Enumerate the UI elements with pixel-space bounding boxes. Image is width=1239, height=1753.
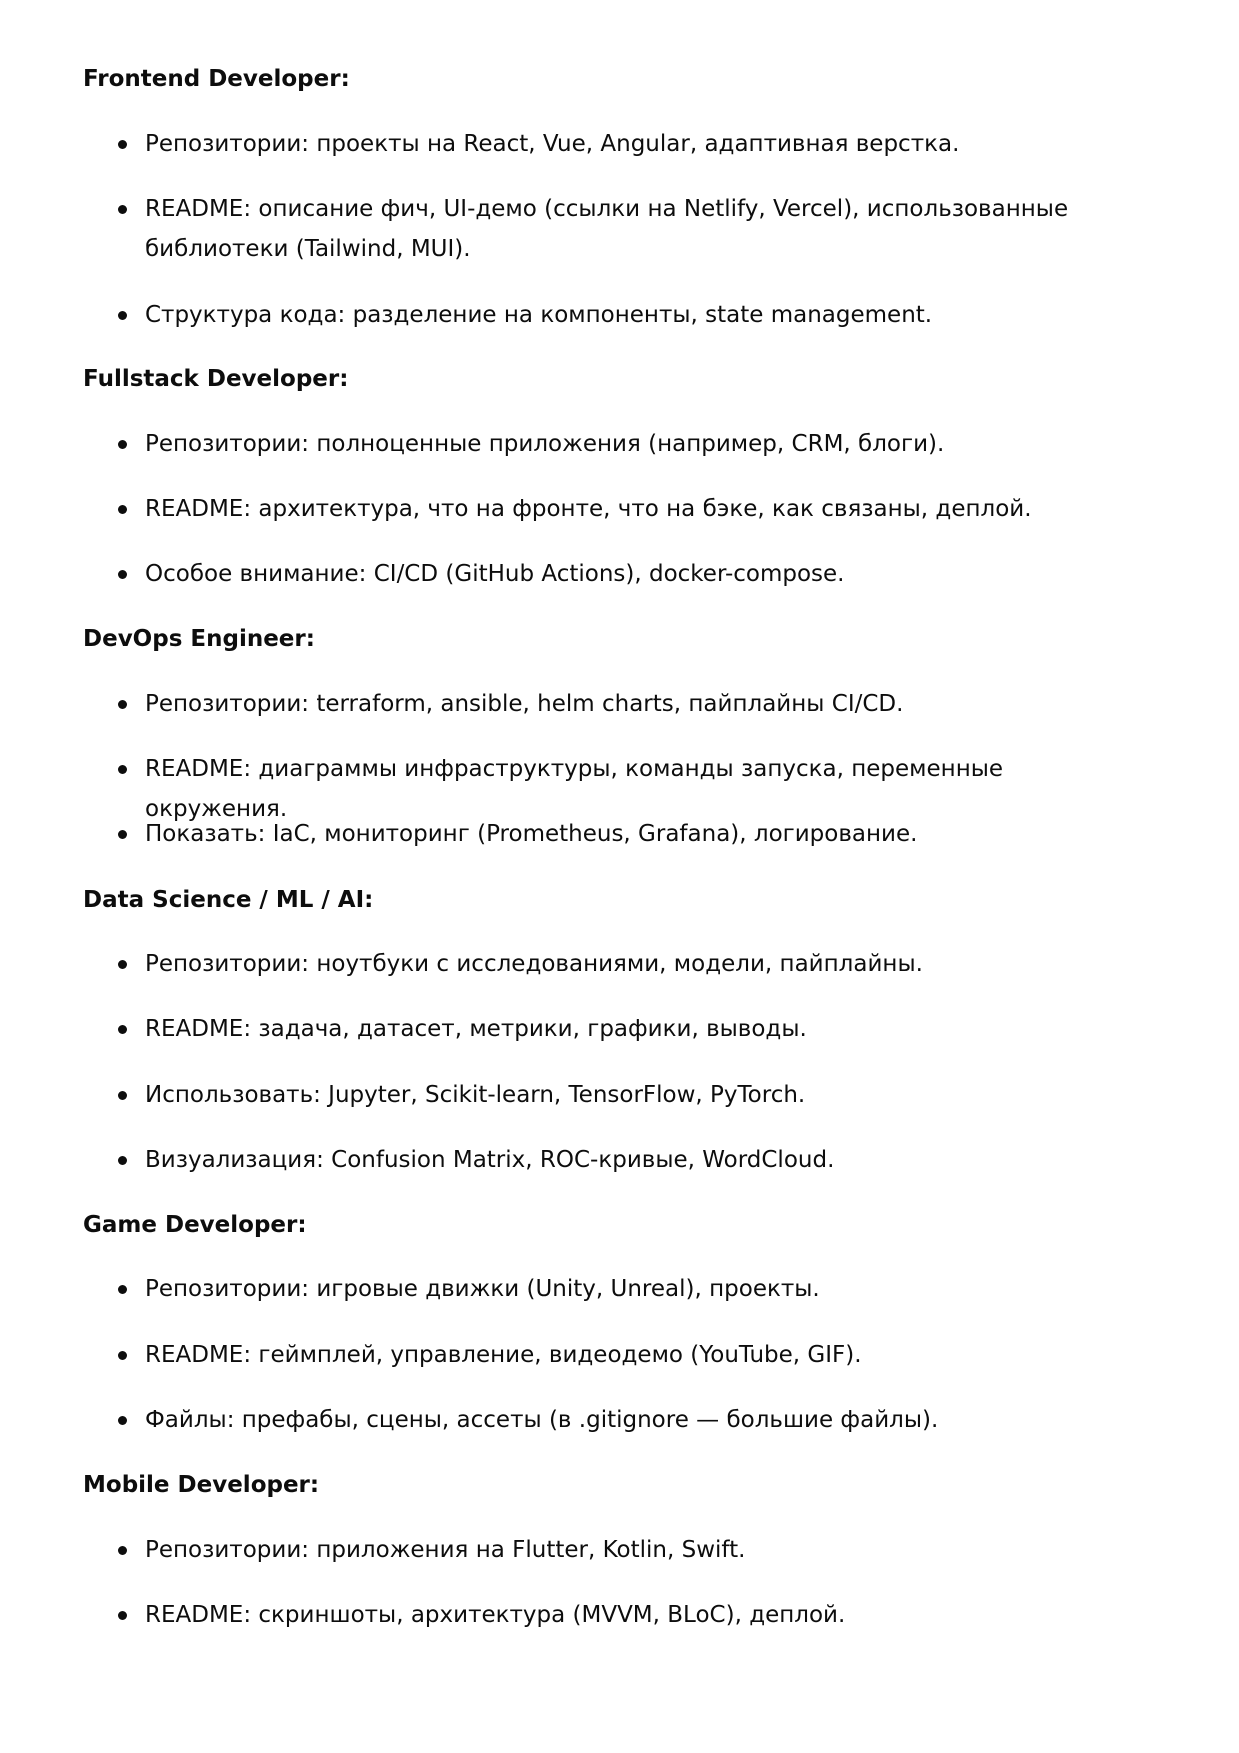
- list-item: [145, 1530, 1145, 1570]
- list-item-text: README: архитектура, что на фронте, что на бэке, как связаны, деплой.: [145, 496, 1032, 522]
- bullet-icon: [118, 1156, 127, 1165]
- bullet-icon: [118, 1546, 127, 1555]
- section-heading: DevOps Engineer:: [83, 626, 315, 652]
- list-item: [145, 1140, 1145, 1180]
- section-heading: Fullstack Developer:: [83, 366, 349, 392]
- list-item: [145, 1075, 1145, 1115]
- list-item-text: README: диаграммы инфраструктуры, команды запуска, переменные окружения.: [145, 756, 1004, 822]
- list-item-text: Репозитории: приложения на Flutter, Kotlin, Swift.: [145, 1537, 746, 1563]
- list-item-text: Использовать: Jupyter, Scikit-learn, TensorFlow, PyTorch.: [145, 1082, 806, 1108]
- list-item-text: README: геймплей, управление, видеодемо (YouTube, GIF).: [145, 1342, 862, 1368]
- list-item-text: README: описание фич, UI-демо (ссылки на Netlify, Vercel), использованные библиотеки (Tailwind, MUI).: [145, 196, 1069, 262]
- bullet-icon: [118, 765, 127, 774]
- list-item-text: Репозитории: игровые движки (Unity, Unreal), проекты.: [145, 1276, 820, 1302]
- list-item-text: Репозитории: проекты на React, Vue, Angular, адаптивная верстка.: [145, 131, 960, 157]
- bullet-icon: [118, 140, 127, 149]
- list-item-text: Репозитории: terraform, ansible, helm charts, пайплайны CI/CD.: [145, 691, 904, 717]
- section-heading: Game Developer:: [83, 1212, 307, 1238]
- list-item-text: Визуализация: Confusion Matrix, ROC-кривые, WordCloud.: [145, 1147, 835, 1173]
- list-item-text: Репозитории: ноутбуки с исследованиями, модели, пайплайны.: [145, 951, 923, 977]
- bullet-icon: [118, 1285, 127, 1294]
- list-item: [145, 1269, 1145, 1309]
- bullet-icon: [118, 505, 127, 514]
- list-item: [145, 814, 1145, 854]
- section-heading: Mobile Developer:: [83, 1472, 320, 1498]
- bullet-icon: [118, 1025, 127, 1034]
- section-heading: Data Science / ML / AI:: [83, 887, 374, 913]
- list-item: [145, 1335, 1145, 1375]
- list-item: [145, 1595, 1145, 1635]
- list-item-text: README: скриншоты, архитектура (MVVM, BLoC), деплой.: [145, 1602, 846, 1628]
- list-item-text: Особое внимание: CI/CD (GitHub Actions), docker-compose.: [145, 561, 845, 587]
- list-item: [145, 1009, 1145, 1049]
- list-item: [145, 684, 1145, 724]
- bullet-icon: [118, 830, 127, 839]
- list-item-text: Структура кода: разделение на компоненты, state management.: [145, 302, 933, 328]
- bullet-icon: [118, 1416, 127, 1425]
- list-item: [145, 1400, 1145, 1440]
- list-item: [145, 424, 1145, 464]
- bullet-icon: [118, 1611, 127, 1620]
- bullet-icon: [118, 960, 127, 969]
- bullet-icon: [118, 570, 127, 579]
- list-item-text: README: задача, датасет, метрики, графики, выводы.: [145, 1016, 807, 1042]
- section-heading: Frontend Developer:: [83, 66, 350, 92]
- bullet-icon: [118, 1091, 127, 1100]
- list-item: [145, 489, 1145, 529]
- list-item: [145, 295, 1145, 335]
- list-item-text: Файлы: префабы, сцены, ассеты (в .gitignore — большие файлы).: [145, 1407, 939, 1433]
- bullet-icon: [118, 205, 127, 214]
- list-item: [145, 189, 1145, 269]
- list-item: [145, 554, 1145, 594]
- list-item: [145, 944, 1145, 984]
- list-item: [145, 124, 1145, 164]
- bullet-icon: [118, 1351, 127, 1360]
- bullet-icon: [118, 440, 127, 449]
- bullet-icon: [118, 700, 127, 709]
- list-item-text: Показать: IaC, мониторинг (Prometheus, Grafana), логирование.: [145, 821, 918, 847]
- list-item-text: Репозитории: полноценные приложения (например, CRM, блоги).: [145, 431, 945, 457]
- bullet-icon: [118, 311, 127, 320]
